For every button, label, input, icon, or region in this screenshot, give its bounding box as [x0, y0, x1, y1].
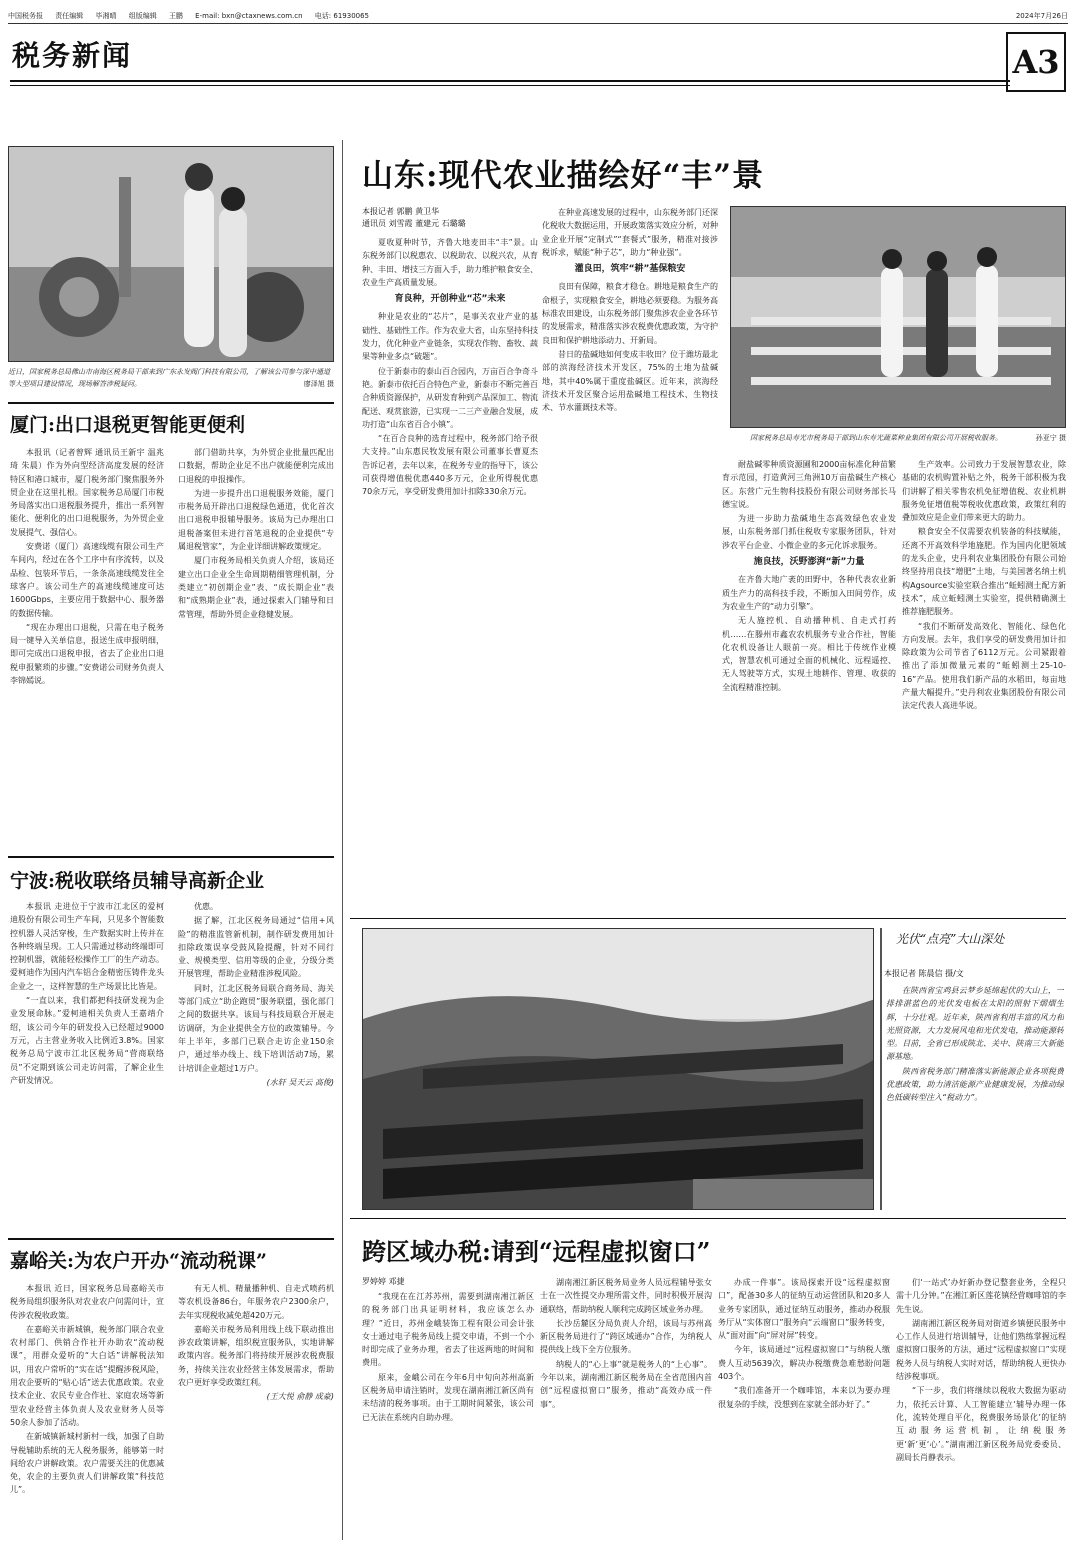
photo-factory-visit: [8, 146, 334, 362]
cross-para: 湖南湘江新区税务局对街道乡镇便民服务中心工作人员进行培训辅导，让他们熟练掌握远程虚拟窗口服务的方法，通过“远程虚拟窗口”实现税务人员与纳税人实时对话，帮助纳税人更快办结涉税事项。: [896, 1318, 1066, 1382]
main-para: 为进一步助力盐碱地生态高效绿色农业发展，山东税务部门抓住税收专家服务团队，针对涉农平台企业、小微企业的多元化诉求服务。: [722, 514, 896, 550]
cross-para: 长沙岳麓区分局负责人介绍，该局与苏州高新区税务局进行了“跨区域通办”合作，为纳税人提供线上线下全方位服务。: [540, 1318, 712, 1355]
jiayuguan-credit: (王大悦 俞静 成豪): [266, 1392, 334, 1402]
inset-headline: 光伏“点亮”大山深处: [896, 932, 1005, 946]
cross-headline: 跨区域办税:请到“远程虚拟窗口”: [362, 1237, 711, 1266]
cross-para: 今年，该局通过“远程虚拟窗口”与纳税人缴费人互动5639次，解决办税缴费急难愁盼问题403个。: [718, 1345, 890, 1382]
cross-byline: 罗婷婷 邓捷: [362, 1277, 405, 1286]
cross-para: “我现在在江苏苏州，需要到湖南湘江新区的税务部门出具证明材料，我应该怎么办理？”近日，苏州金峨装饰工程有限公司会计张女士通过电子税务局线上提交申请，不到一个小时即完成了业务办理，省去了往返两地的时间和费用。: [362, 1292, 534, 1368]
main-para: 在种业高速发展的过程中，山东税务部门还深化税收大数据运用，开展政策落实效应分析，对种业企业开展“定制式”“套餐式”服务，精准对接涉税诉求，赋能“种子芯”，助力“种业强”。: [542, 208, 718, 257]
rule: [8, 856, 334, 858]
ningbo-para: 优惠。: [194, 902, 218, 911]
rule: [350, 918, 1066, 919]
photo1-credit: 廖泽旭 摄: [303, 380, 334, 388]
column-divider: [342, 140, 343, 1540]
xiamen-para: “现在办理出口退税，只需在电子税务局一键导入关单信息，报送生成申报明细，即可完成出口退税申报，省去了企业出口退税申报繁琐的步骤。”安费诺公司财务负责人李锦嫣说。: [10, 622, 164, 686]
cross-para: 办成一件事”。该局探索开设“远程虚拟窗口”，配备30多人的征纳互动运营团队和20多人业务专家团队，通过征纳互动服务，推动办税服务厅从“实体窗口”服务向“云端窗口”服务转变，从“面对面”向“屏对屏”转变。: [718, 1278, 890, 1341]
ningbo-column-1: [10, 900, 164, 1230]
main-para: 种业是农业的“芯片”，是事关农业产业的基础性、基础性工作。作为农业大省，山东坚持科技发力，优化种业产业链条，实现农作物、畜牧、蔬果等种业多点“破题”。: [362, 312, 538, 362]
main-column-2: [542, 206, 718, 912]
cross-para: 湖南湘江新区税务局业务人员远程辅导张女士在一次性提交办理所需文件，同时积极开展沟通联络，帮助纳税人顺利完成跨区域业务办理。: [540, 1278, 712, 1314]
issue-date: 2024年7月26日: [1015, 11, 1068, 20]
jiayuguan-headline: 嘉峪关:为农户开办“流动税课”: [10, 1250, 267, 1272]
main-byline: 本报记者 郭鹏 黄卫华 通讯员 刘雪霞 董建元 石璐璐: [362, 207, 466, 228]
xiamen-para: 部门借助共享，为外贸企业批量匹配出口数据，帮助企业足不出户就能便利完成出口退税的申报操作。: [178, 448, 334, 484]
cross-column-3: [718, 1276, 890, 1544]
jiayuguan-column-1: [10, 1282, 164, 1544]
jiayuguan-column-2: [178, 1282, 334, 1544]
main-subheading-3: 施良技，沃野澎湃“新”力量: [753, 557, 865, 568]
inset-text: [886, 984, 1064, 1208]
cross-para: 原来，金峨公司在今年6月中旬向苏州高新区税务局申请注销时，发现在湖南湘江新区尚有未结清的税务事项。由于工期时间紧张，该公司已无法在系统内自助办理。: [362, 1372, 534, 1422]
page-number: A3: [1006, 32, 1066, 92]
main-para: 无人施控机、自动播种机、自走式打药机……在滕州市鑫农农机服务专业合作社，智能化农机设备让人眼前一亮。相比于传统作业模式，智慧农机可通过全面的机械化、远程遥控、无人驾驶等方式，实现土地耕作、管理、收获的全流程精准控制。: [722, 616, 896, 692]
jiayuguan-para: 嘉峪关市税务局利用线上线下联动推出涉农政策讲解，组织税宣服务队，实地讲解政策内容。税务部门将持续开展涉农税费服务，持续关注农业经营主体发展需求，帮助农户更好享受政策红利。: [178, 1324, 334, 1388]
xiamen-para: 安费诺（厦门）高速线缆有限公司生产车间内，经过在各个工序中有序流转，以及品检、包装环节后，一条条高速线缆发往全球客户。该公司生产的高速线缆速度可达1600Gbps，主要应用于数据中心、服务器的数据传输。: [10, 542, 164, 618]
paper-name: 中国税务报: [8, 11, 43, 20]
photo2-caption: 国家税务总局寿光市税务局干部到山东寿光蔬菜种业集团有限公司开展税收服务。: [750, 434, 1002, 442]
main-para: 良田有保障，粮食才稳仓。耕地是粮食生产的命根子，实现粮食安全，耕地必须要稳。为服务高标准农田建设，山东税务部门聚焦涉农企业各环节的发展需求，精准落实涉农税费优惠政策，为守护良田和保护耕地添动力、开新局。: [542, 282, 718, 345]
inset-para: 陕西省税务部门精准落实新能源企业各项税费优惠政策，助力清洁能源产业健康发展，为推动绿色低碳转型注入“税动力”。: [886, 1066, 1064, 1103]
inset-para: 在陕西省宝鸡县云梦乡延绵起伏的大山上，一排排湛蓝色的光伏发电板在太阳的照射下熠熠生辉，十分壮观。近年来，陕西省利用丰富的风力和光照资源，大力发展风电和光伏发电，推动能源转型。目前，全省已形成陕北、关中、陕南三大新能源基地。: [886, 986, 1064, 1062]
cross-para: 们‘一站式’办好新办登记整套业务，全程只需十几分钟。”在湘江新区莲花镇经营咖啡馆的李先生说。: [896, 1278, 1066, 1314]
cross-para: “我们准备开一个咖啡馆，本来以为要办理很复杂的手续，没想到在家就全部办好了。”: [718, 1386, 890, 1409]
rule: [8, 1238, 334, 1240]
main-para: 在齐鲁大地广袤的田野中，各种代表农业新质生产力的高科技手段，不断加入田间劳作，成为农业生产的“动力引擎”。: [722, 575, 896, 611]
ningbo-para: 同时，江北区税务局联合商务局、海关等部门成立“助企跑贸”服务联盟，强化部门之间的数据共享。该局与科技局联合开展走访调研，为企业提供全方位的政策辅导。今年上半年，多部门已联合走访企业150余户，通过举办线上、线下培训活动7场，累计培训企业超过1万户。: [178, 983, 334, 1073]
layout-name: 王鹏: [168, 11, 183, 20]
jiayuguan-para: 本报讯 近日，国家税务总局嘉峪关市税务局组织服务队对农业农户问需问计，宣传涉农税收政策。: [10, 1284, 164, 1320]
ningbo-para: 本报讯 走进位于宁波市江北区的爱柯迪股份有限公司生产车间，只见多个智能数控机器人灵活穿梭，生产数据实时上传并在各种终端呈现。工人只需通过移动终端即可控制机器，就能轻松操作工厂的生产动态。爱柯迪作为国内汽车铝合金精密压铸件龙头企业之一，这样智慧的生产场景比比皆是。: [10, 902, 164, 991]
ningbo-credit: (水轩 吴天云 高俊): [266, 1077, 334, 1087]
xiamen-headline: 厦门:出口退税更智能更便利: [10, 414, 246, 436]
xiamen-para: 厦门市税务局相关负责人介绍，该局还建立出口企业全生命周期精细管理机制，分类建立“初创期企业”表、“成长期企业”表和“成熟期企业”表，通过探索入门辅导和日常管理，帮助外贸企业稳健发展。: [178, 556, 334, 619]
editor-label: 责任编辑: [55, 11, 84, 20]
editor-name: 毕湘晴: [95, 11, 117, 20]
main-subheading-2: 灌良田，筑牢“耕”基保粮安: [574, 264, 686, 275]
photo2-credit: 孙亚宁 摄: [1035, 434, 1066, 442]
ningbo-column-2: [178, 900, 334, 1230]
main-column-4: [902, 458, 1066, 912]
main-para: 粮食安全不仅需要农机装备的科技赋能，还离不开高效科学地施肥。作为国内化肥领域的龙头企业，史丹利农业集团股份有限公司始终坚持用良技“增肥”土地，与美国著名纳土机构Agsource实验室联合推出“蚯蚓测土配方新技术”，成立蚯蚓测土实验室，提供精确测土推荐施肥服务。: [902, 527, 1066, 617]
ningbo-para: 据了解，江北区税务局通过“信用+风险”的精准监管新机制，制作研发费用加计扣除政策误享受鼓风险提醒，针对不同行业、规模类型、信用等级的企业，分级分类开展管理，帮助企业精准涉税风险。: [178, 916, 334, 979]
xiamen-column-2: [178, 446, 334, 846]
header-line: [8, 8, 1068, 24]
cross-para: “下一步，我们将继续以税收大数据为驱动力，依托云计算、人工智能建立‘辅导办理一体化，流转处理自平化，税费服务场景化’的征纳互动服务运营机制，让纳税服务更‘新’更‘心’。”湖南湘江新区税务局党委委员、副局长肖静表示。: [896, 1386, 1066, 1462]
inset-byline: 本报记者 陈晨信 摄/文: [884, 969, 964, 978]
masthead: [8, 30, 1068, 98]
jiayuguan-para: 在嘉峪关市新城镇，税务部门联合农业农村部门、供销合作社开办助农“流动税课”，用群众爱听的“大白话”讲解税法知识，用农户常听的“实在话”提醒涉税风险，用农企要听的“贴心话”送去优惠政策。农业技术企业、农民专业合作社、家庭农场等新型农业经营主体负责人及农业财务人员等50余人参加了活动。: [10, 1324, 164, 1427]
xiamen-para: 为进一步提升出口退税服务效能，厦门市税务局开辟出口退税绿色通道，优化首次出口退税申报辅导服务。该局为已办理出口退税备案但未进行首笔退税的企业提供“专属退税管家”，为企业详细讲解政策规定。: [178, 488, 334, 552]
xiamen-column-1: [10, 446, 164, 846]
main-para: 昔日的盐碱地如何变成丰收田？位于潍坊最北部的滨海经济技术开发区，75%的土地为盐碱地，其中40%属于重度盐碱区。近年来，滨海经济技术开发区聚合运用盐碱地工程技术、生物技术、节水灌溉技术等。: [542, 349, 718, 413]
photo-seed-company: [730, 206, 1066, 428]
email: E-mail: bxn@ctaxnews.com.cn: [195, 11, 303, 20]
cross-column-1: [362, 1290, 534, 1544]
cross-para: 纳税人的“心上事”就是税务人的“上心事”。今年以来，湖南湘江新区税务局在全省范围内首创“远程虚拟窗口”服务，推动“高效办成一件事”。: [540, 1359, 712, 1409]
jiayuguan-para: 有无人机、精量播种机、自走式喷药机等农机设备86台，年服务农户2300余户，去年实现税收减免超420万元。: [178, 1284, 334, 1320]
masthead-rule: [10, 80, 1010, 86]
cross-column-2: [540, 1276, 712, 1544]
photo-solar-panels: [362, 928, 874, 1210]
rule: [350, 1218, 1066, 1219]
main-para: “我们不断研发高效化、智能化、绿色化方向发展。去年，我们享受的研发费用加计扣除政策为公司节省了6112万元。公司紧跟着推出了添加微量元素的“蚯蚓测土25-10-16”产品。使用我们新产品的水稻田，每亩地产量大幅提升。”史丹利农业集团股份有限公司法定代表人高进华说。: [902, 621, 1066, 711]
rule: [8, 402, 334, 404]
main-para: 夏收夏种时节，齐鲁大地麦田丰“丰”景。山东税务部门以税惠农、以税助农、以税兴农，从育种、丰田、增技三方面入手，助力维护粮食安全、农业生产高质量发展。: [362, 238, 538, 287]
section-title: 税务新闻: [12, 39, 133, 72]
main-column-3: [722, 458, 896, 912]
layout-label: 组版编辑: [128, 11, 157, 20]
cross-column-4: [896, 1276, 1066, 1544]
phone: 电话: 61930065: [314, 11, 370, 20]
photo1-caption: 近日，国家税务总局佛山市南海区税务局干部来到广东永发阀门科技有限公司，了解该公司参与深中通道等大型项目建设情况，现场解答涉税疑问。: [8, 368, 330, 388]
main-subheading-1: 育良种，开创种业“芯”未来: [394, 294, 506, 305]
xiamen-para: 本报讯（记者曾辉 通讯员王新宇 温兆琦 朱晨）作为外向型经济高度发展的经济特区和港口城市，厦门税务部门聚焦服务外贸企业在这里扎根。国家税务总局厦门市税务局落实出口退税服务提升，推出一系列智能化、便利化的出口退税服务，为外贸企业发展提气、强信心。: [10, 448, 164, 537]
main-para: 生产效率。公司致力于发展智慧农业，除基础的农机购置补贴之外，税务干部积极为我们讲解了相关零售农机免征增值税、农业机耕服务免征增值税等税收优惠政策，政策红利的叠加效应是企业们带来更大的助力。: [902, 460, 1066, 523]
main-para: 耐盐碱零种质资源圃和2000亩标准化种苗繁育示范园，打造黄河三角洲10万亩盐碱生产核心区。东营广元生物科技股份有限公司财务部长马德宝说。: [722, 460, 896, 509]
ningbo-para: “一直以来，我们都把科技研发视为企业发展命脉。”爱柯迪相关负责人王嘉靖介绍，该公司今年的研发投入已经超过9000万元，占主营业务收入比例近3.8%。国家税务总局宁波市江北区税务局“营商联络员”不定期到该公司走访问需，了解企业生产研发情况。: [10, 996, 164, 1085]
ningbo-headline: 宁波:税收联络员辅导高新企业: [10, 870, 265, 892]
main-para: 位于新泰市的泰山百合园内，万亩百合争奇斗艳。新泰市依托百合特色产业，新泰市不断完善百合种质资源保护，从研发育种到产品深加工、物流配送、观赏旅游，已实现一二三产业融合发展，成功打造“山东省百合小镇”。: [362, 366, 538, 429]
main-column-1: [362, 236, 538, 912]
main-para: “在百合良种的选育过程中，税务部门给予很大支持。”山东惠民牧发展有限公司董事长曹夏杰告诉记者，去年以来，在税务专业的指导下，该公司获得增值税优惠440多万元，企业所得税优惠70余万元，享受研发费用加计扣除330余万元。: [362, 434, 538, 497]
main-headline: 山东:现代农业描绘好“丰”景: [362, 158, 765, 194]
jiayuguan-para: 在新城镇新城村新村一线，加强了自助导税辅助系统的无人税务服务，能够第一时间给农户讲解政策。农户需要关注的优惠减免，农企的主要负责人们讲解政策“科技范儿”。: [10, 1432, 164, 1495]
